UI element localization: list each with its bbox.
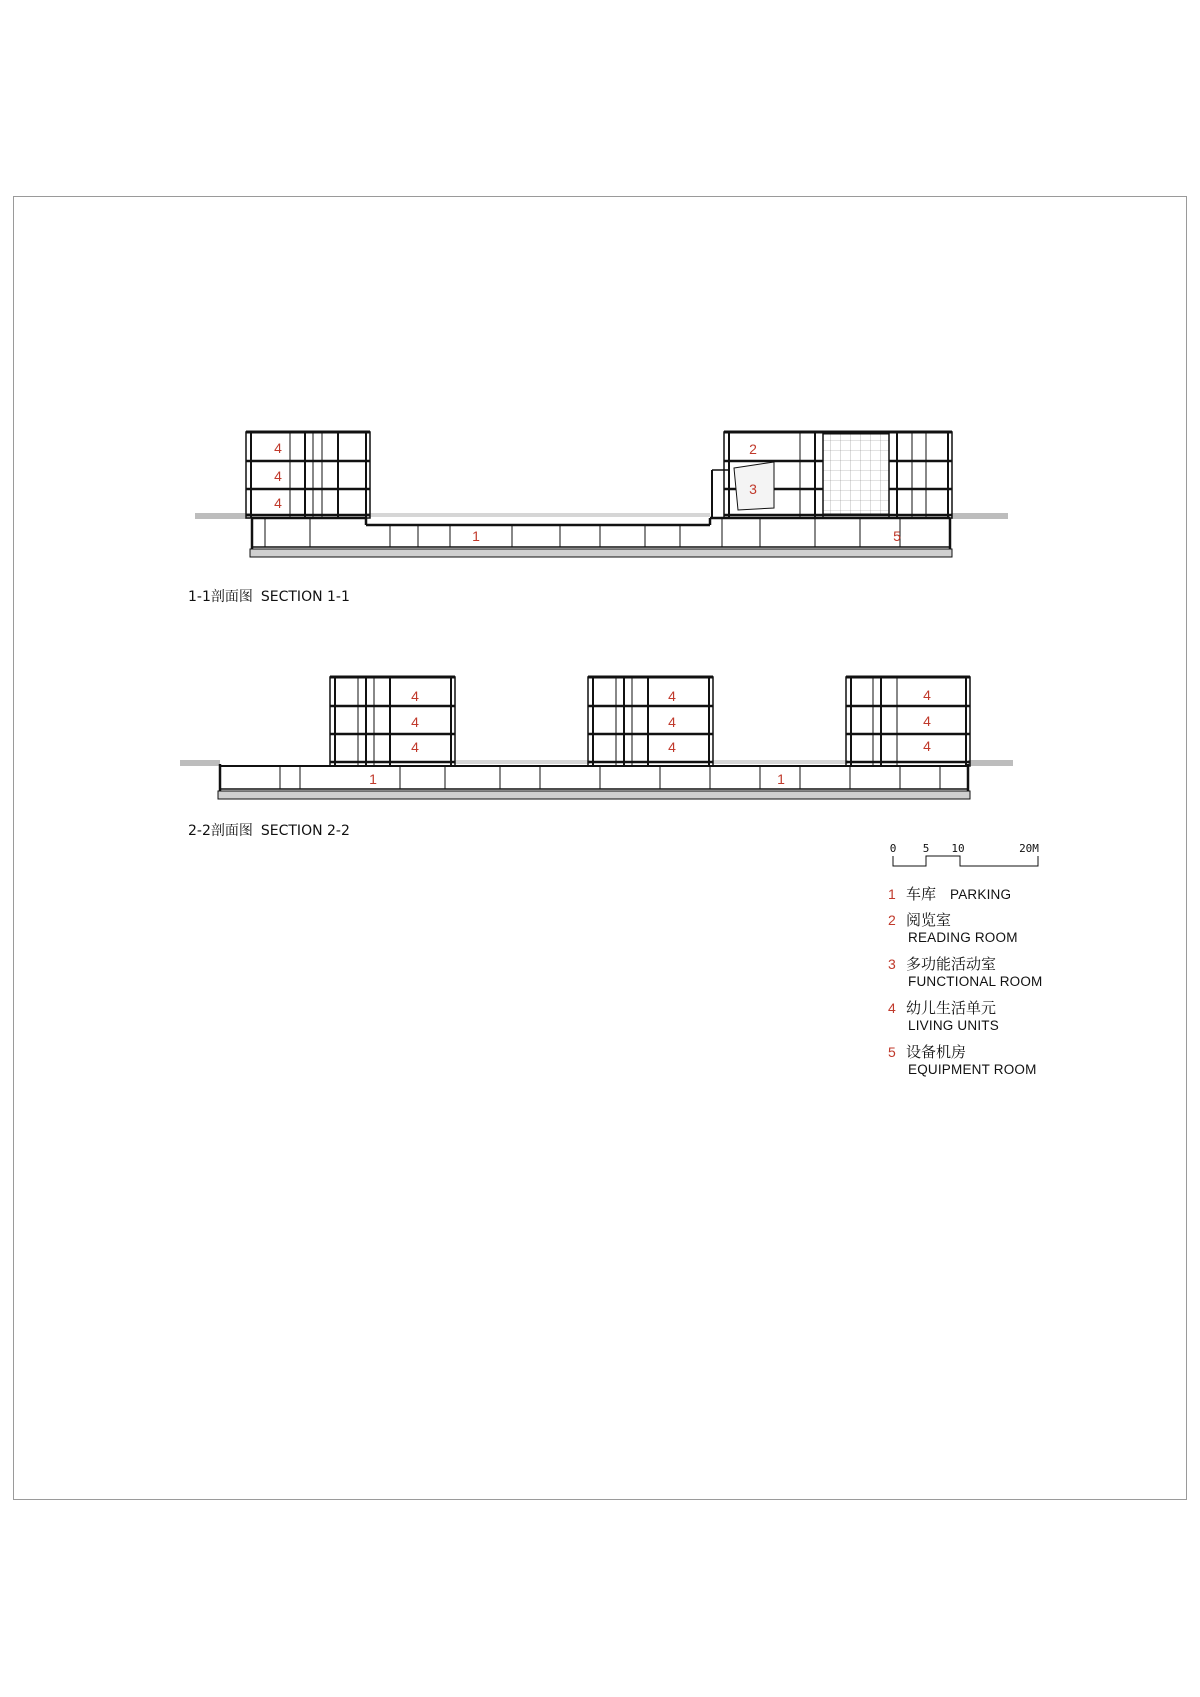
label-living-unit: 4 — [274, 440, 282, 456]
basement-slab — [218, 791, 970, 799]
legend-item-functional-room — [888, 953, 1043, 993]
legend-label-cn: 多功能活动室 — [906, 955, 997, 973]
legend-label-en: FUNCTIONAL ROOM — [908, 974, 1043, 989]
ground-middle — [365, 513, 710, 517]
section-1-caption-en: SECTION 1-1 — [260, 589, 350, 605]
label-living-unit: 4 — [274, 495, 282, 511]
section-1-labels — [274, 440, 901, 544]
scale-tick-label: 5 — [922, 842, 930, 855]
label-living-unit: 4 — [668, 739, 676, 755]
legend-label-cn: 车库 — [906, 885, 937, 903]
legend-label-cn: 幼儿生活单元 — [906, 999, 997, 1017]
section-2-labels — [369, 687, 931, 787]
legend-number: 2 — [888, 912, 896, 928]
label-parking: 1 — [472, 528, 480, 544]
scale-bar — [890, 842, 1040, 866]
ground-middle — [712, 760, 848, 764]
section-2-block-a — [330, 677, 455, 766]
section-2-block-b — [588, 677, 713, 766]
scale-tick-label: 20M — [1019, 842, 1039, 855]
section-2-block-c — [846, 677, 970, 766]
legend-label-en: EQUIPMENT ROOM — [908, 1062, 1037, 1077]
ground-left — [180, 760, 220, 766]
ground-left — [195, 513, 250, 519]
legend — [888, 883, 1043, 1085]
label-living-unit: 4 — [923, 687, 931, 703]
section-1-1-drawing — [195, 432, 1008, 557]
section-2-2-drawing — [180, 677, 1013, 799]
label-living-unit: 4 — [668, 714, 676, 730]
label-living-unit: 4 — [411, 739, 419, 755]
legend-number: 3 — [888, 956, 896, 972]
legend-label-en: READING ROOM — [908, 930, 1018, 945]
scale-tick-label: 10 — [951, 842, 965, 855]
legend-number: 5 — [888, 1044, 896, 1060]
ground-middle — [454, 760, 590, 764]
label-parking: 1 — [777, 771, 785, 787]
label-parking: 1 — [369, 771, 377, 787]
legend-item-living-units — [888, 997, 1043, 1037]
label-living-unit: 4 — [411, 714, 419, 730]
section-1-caption — [188, 586, 350, 606]
label-living-unit: 4 — [923, 738, 931, 754]
legend-label-en: PARKING — [950, 887, 1012, 902]
legend-item-parking — [888, 883, 1043, 905]
label-living-unit: 4 — [411, 688, 419, 704]
legend-number: 4 — [888, 1000, 896, 1016]
section-2-caption-cn: 2-2剖面图 — [188, 823, 253, 839]
legend-label-cn: 设备机房 — [906, 1043, 967, 1061]
ground-right — [968, 760, 1013, 766]
ground-right — [951, 513, 1008, 519]
section-2-caption-en: SECTION 2-2 — [260, 823, 350, 839]
basement-slab — [250, 549, 952, 557]
label-reading-room: 2 — [749, 441, 757, 457]
label-functional-room: 3 — [749, 481, 757, 497]
legend-label-cn: 阅览室 — [906, 911, 952, 929]
legend-label-en: LIVING UNITS — [908, 1018, 999, 1033]
legend-number: 1 — [888, 886, 896, 902]
label-living-unit: 4 — [274, 468, 282, 484]
label-living-unit: 4 — [923, 713, 931, 729]
scale-tick-label: 0 — [889, 842, 897, 855]
legend-item-equipment-room — [888, 1041, 1043, 1081]
section-1-caption-cn: 1-1剖面图 — [188, 589, 253, 605]
section-1-left-block — [246, 432, 370, 518]
section-1-right-block — [712, 432, 952, 518]
label-equipment-room: 5 — [893, 528, 901, 544]
label-living-unit: 4 — [668, 688, 676, 704]
section-2-caption — [188, 820, 350, 840]
legend-item-reading-room — [888, 909, 1043, 949]
